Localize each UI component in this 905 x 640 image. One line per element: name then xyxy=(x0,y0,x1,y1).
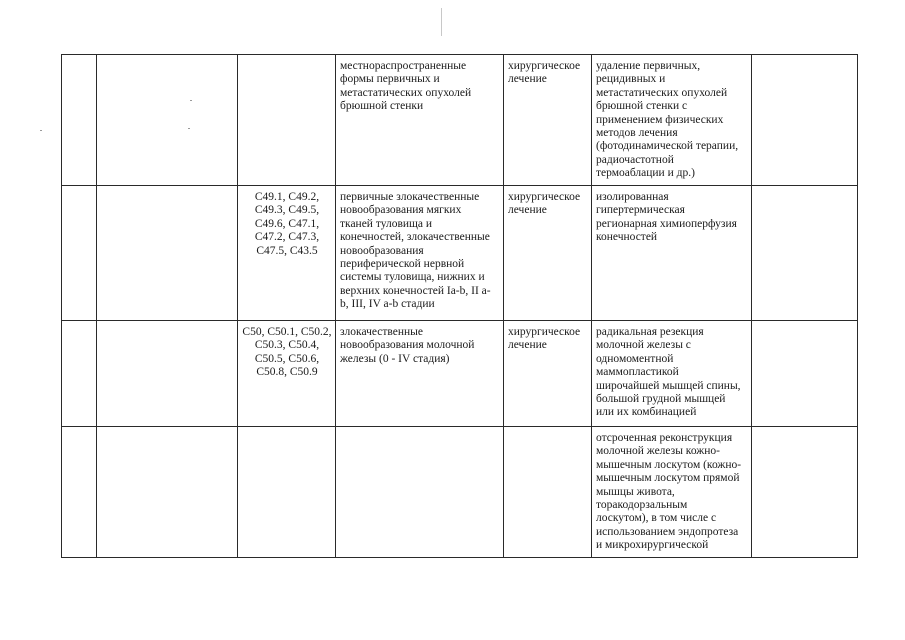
row-number-cell xyxy=(62,186,97,321)
row-number-cell xyxy=(62,321,97,427)
scan-artifact-dot xyxy=(40,130,42,131)
table-row xyxy=(62,321,858,427)
cost-cell xyxy=(752,186,858,321)
medical-care-table xyxy=(61,54,858,558)
table-row xyxy=(62,55,858,186)
cost-cell xyxy=(752,55,858,186)
treatment-type-cell xyxy=(504,427,592,558)
care-type-cell xyxy=(97,186,238,321)
icd-codes-cell: С49.1, С49.2, С49.3, С49.5, С49.6, С47.1, С47.2, С47.3, С47.5, С43.5 xyxy=(238,186,336,321)
icd-codes-cell xyxy=(238,427,336,558)
treatment-type-cell: хирургическое лечение xyxy=(504,186,592,321)
icd-codes-cell xyxy=(238,55,336,186)
treatment-type-cell: хирургическое лечение xyxy=(504,55,592,186)
scan-artifact-line xyxy=(441,8,442,36)
care-type-cell xyxy=(97,55,238,186)
table-row xyxy=(62,427,858,558)
cost-cell xyxy=(752,321,858,427)
care-type-cell xyxy=(97,321,238,427)
cost-cell xyxy=(752,427,858,558)
treatment-method-cell: радикальная резекция молочной железы с одномоментной маммопластикой широчайшей мышцей спины, большой грудной мышцей или их комбинацией xyxy=(592,321,752,427)
care-type-cell xyxy=(97,427,238,558)
icd-codes-cell: С50, С50.1, С50.2, С50.3, С50.4, С50.5, С50.6, С50.8, С50.9 xyxy=(238,321,336,427)
treatment-type-cell: хирургическое лечение xyxy=(504,321,592,427)
row-number-cell xyxy=(62,55,97,186)
diagnosis-cell: первичные злокачественные новообразования мягких тканей туловища и конечностей, злокачественные новообразования периферической нервной системы туловища, нижних и верхних конечностей Ia-b, II a- b, III, IV a-b стадии xyxy=(336,186,504,321)
row-number-cell xyxy=(62,427,97,558)
table-row xyxy=(62,186,858,321)
treatment-method-cell: отсроченная реконструкция молочной железы кожно- мышечным лоскутом (кожно- мышечным лоскутом прямой мышцы живота, торакодорзальным лоскутом), в том числе с использованием эндопротеза и микрохирургической xyxy=(592,427,752,558)
treatment-method-cell: изолированная гипертермическая регионарная химиоперфузия конечностей xyxy=(592,186,752,321)
diagnosis-cell xyxy=(336,427,504,558)
diagnosis-cell: местнораспространенные формы первичных и метастатических опухолей брюшной стенки xyxy=(336,55,504,186)
diagnosis-cell: злокачественные новообразования молочной железы (0 - IV стадия) xyxy=(336,321,504,427)
treatment-method-cell: удаление первичных, рецидивных и метастатических опухолей брюшной стенки с применением физических методов лечения (фотодинамической терапии, радиочастотной термоаблации и др.) xyxy=(592,55,752,186)
